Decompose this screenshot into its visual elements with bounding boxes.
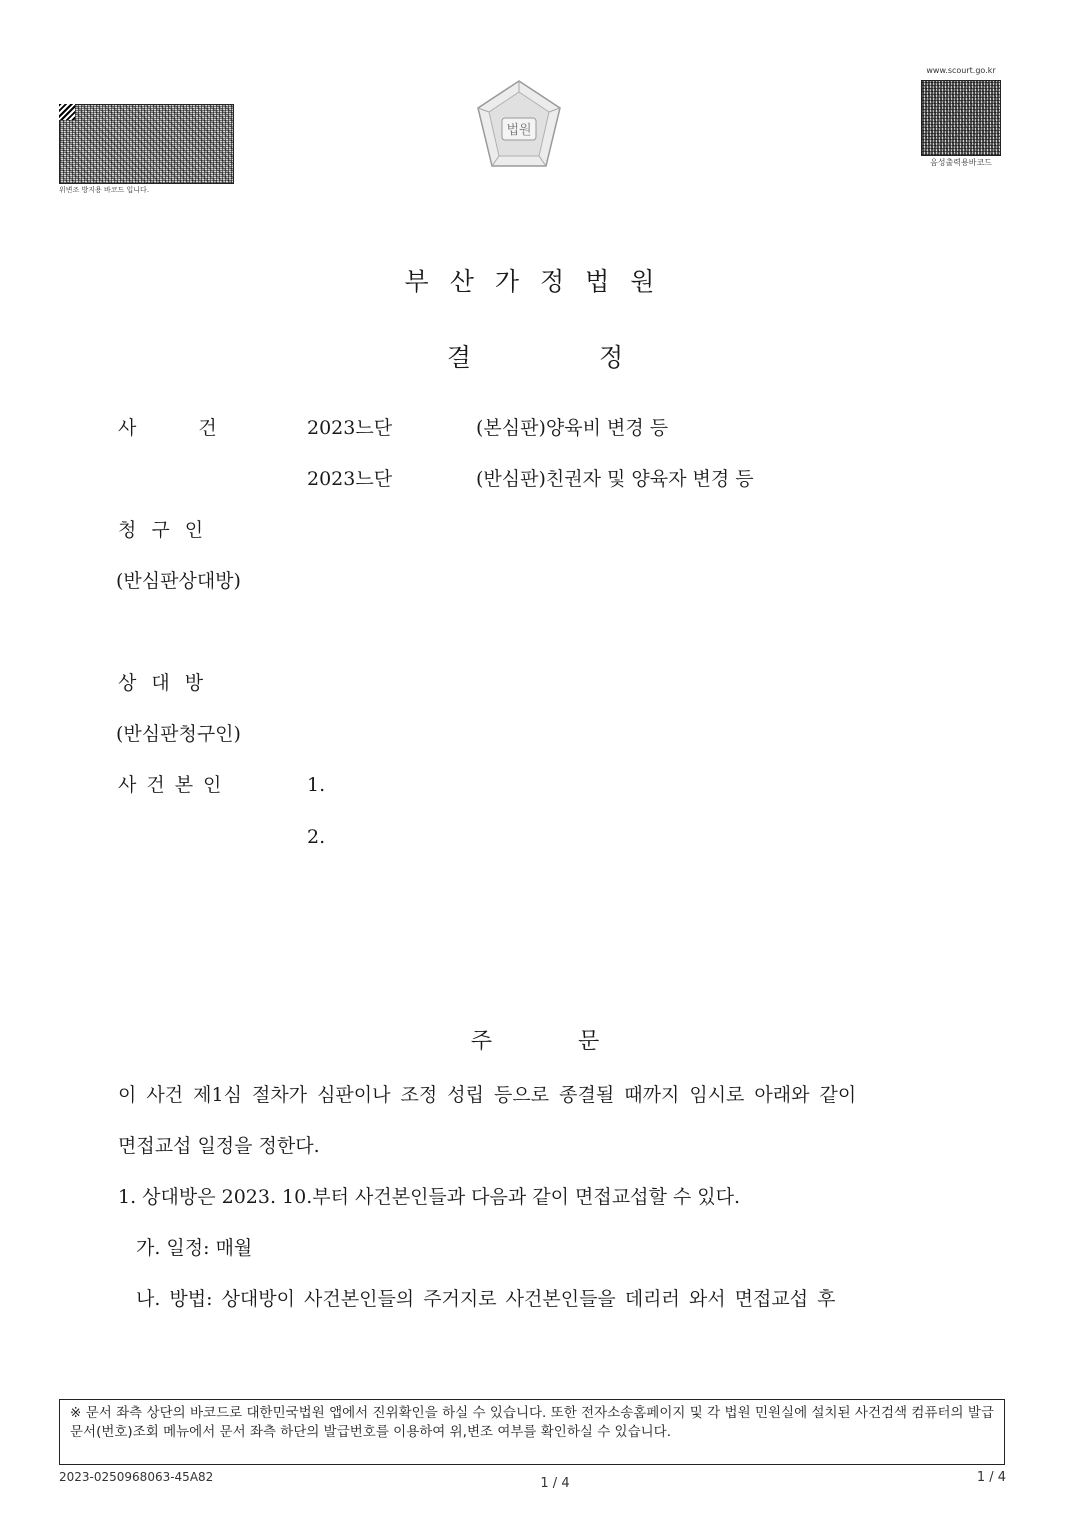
case-2-number: 2023느단 [307, 468, 393, 490]
case-label [118, 416, 279, 440]
voice-output-barcode [921, 80, 1001, 156]
forgery-barcode-caption: 위변조 방지용 바코드 입니다. [59, 186, 150, 194]
claimant-label: 청구인 [118, 519, 219, 541]
page-number-right: 1 / 4 [976, 1470, 1006, 1485]
seal-text: 법원 [506, 123, 532, 138]
ruling-line-1: 이 사건 제1심 절차가 심판이나 조정 성립 등으로 종결될 때까지 임시로 아래와 같이 [118, 1084, 857, 1106]
claimant-sub-label: (반심판상대방) [116, 570, 241, 592]
respondent-label: 상대방 [118, 672, 219, 694]
principals-label: 사건본인 [118, 774, 232, 796]
verification-notice: ※ 문서 좌측 상단의 바코드로 대한민국법원 앱에서 진위확인을 하실 수 있습니다. 또한 전자소송홈페이지 및 각 법원 민원실에 설치된 사건검색 컴퓨터의 발급문서(번호)조회 메뉴에서 문서 좌측 하단의 발급번호를 이용하여 위,변조 여부를 확인하실 수 있습니다. [59, 1399, 1005, 1465]
page-number-center: 1 / 4 [540, 1476, 570, 1491]
case-2-title: (반심판)친권자 및 양육자 변경 등 [476, 468, 754, 490]
case-1-number: 2023느단 [307, 417, 393, 439]
issue-number: 2023-0250968063-45A82 [59, 1470, 214, 1484]
court-name: 부산가정법원 [404, 267, 676, 296]
ruling-title: 주문 [470, 1029, 686, 1054]
respondent-sub-label: (반심판청구인) [116, 723, 241, 745]
ruling-item-1: 1. 상대방은 2023. 10.부터 사건본인들과 다음과 같이 면접교섭할 수 있다. [118, 1186, 740, 1208]
court-seal [470, 78, 568, 174]
barcode-corner-mark [59, 104, 75, 120]
ruling-line-2: 면접교섭 일정을 정한다. [118, 1135, 320, 1157]
forgery-prevention-barcode [59, 104, 234, 184]
site-url: www.scourt.go.kr [926, 66, 996, 75]
case-label-text: 사건 [118, 417, 279, 439]
principal-1: 1. [307, 774, 326, 796]
case-1-title: (본심판)양육비 변경 등 [476, 417, 669, 439]
ruling-item-1b: 나. 방법: 상대방이 사건본인들의 주거지로 사건본인들을 데리러 와서 면접교섭 후 [136, 1288, 836, 1310]
principal-2: 2. [307, 826, 326, 848]
document-title: 결정 [446, 343, 752, 372]
voice-barcode-caption: 음성출력용바코드 [930, 158, 992, 167]
ruling-item-1a: 가. 일정: 매월 [136, 1237, 253, 1259]
